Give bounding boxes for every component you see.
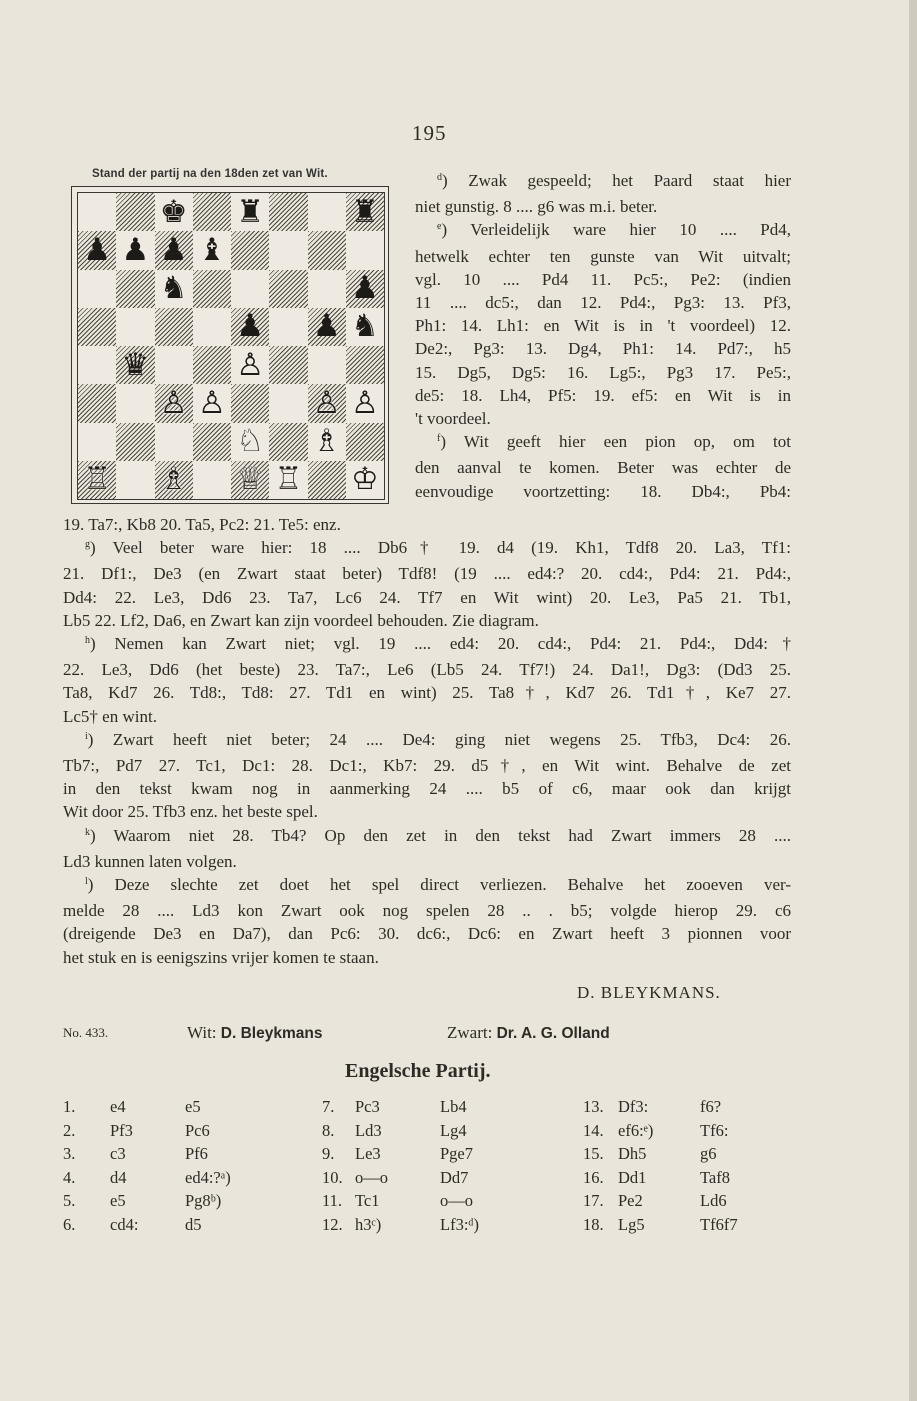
black-pawn-icon: ♟ (236, 308, 265, 345)
square-a2 (78, 423, 116, 461)
white-rook-icon: ♖ (274, 461, 303, 498)
annotation-text: Wit door 25. Tfb3 enz. het beste spel. (63, 802, 318, 822)
square-f7 (269, 231, 307, 269)
square-e2 (231, 423, 269, 461)
move-number: 17. (583, 1191, 604, 1211)
square-g2 (308, 423, 346, 461)
black-move: Pc6 (185, 1120, 210, 1140)
square-e8 (231, 193, 269, 231)
black-player (447, 1023, 610, 1043)
black-rook-icon: ♜ (236, 193, 265, 230)
annotation-line (63, 850, 791, 873)
square-c2 (155, 423, 193, 461)
white-move: Pe2 (618, 1191, 643, 1211)
square-d5 (193, 308, 231, 346)
square-g6 (308, 270, 346, 308)
move-number: 6. (63, 1215, 76, 1234)
diagram-caption: Stand der partij na den 18den zet van Wit. (92, 168, 328, 180)
annotation-text: 22. Le3, Dd6 (het beste) 23. Ta7:, Le6 (Lb5 24. Tf7!) 24. Da1!, Dg3: (Dd3 25. (63, 660, 791, 680)
move-number: 11. (322, 1191, 343, 1211)
opening-title: Engelsche Partij. (345, 1060, 491, 1082)
square-h6 (346, 270, 384, 308)
annotation-text: 19. Ta7:, Kb8 20. Ta5, Pc2: 21. Te5: enz. (63, 515, 341, 534)
annotation-text: Zwak gespeeld; het Paard staat hier (468, 171, 791, 190)
annotation-text: Ph1: 14. Lh1: en Wit is in 't voordeel) 12. (415, 316, 791, 336)
black-knight-icon: ♞ (159, 270, 188, 307)
white-bishop-icon: ♗ (312, 423, 341, 460)
square-e4 (231, 346, 269, 384)
square-d6 (193, 270, 231, 308)
move-number: 7. (322, 1097, 335, 1116)
annotation-line (415, 456, 791, 479)
annotation-text: 't voordeel. (415, 409, 491, 429)
annotation-line (63, 922, 791, 945)
annotation-text: vgl. 10 .... Pd4 11. Pc5:, Pe2: (indien (415, 269, 791, 289)
annotation-line (415, 268, 791, 291)
square-e5 (231, 308, 269, 346)
move-number: 9. (322, 1144, 335, 1164)
square-g7 (308, 231, 346, 269)
white-move: cd4: (110, 1215, 139, 1234)
annotation-text: Tb7:, Pd7 27. Tc1, Dc1: 28. Dc1:, Kb7: 29. d5†, en Wit wint. Behalve de zet (63, 756, 791, 776)
white-move: Le3 (355, 1144, 381, 1164)
square-a3 (78, 384, 116, 422)
annotation-text: het stuk en is eenigszins vrijer komen te staan. (63, 947, 379, 967)
white-move: e4 (110, 1097, 126, 1116)
footnote-paren: ) (441, 220, 471, 240)
footnote-paren: ) (87, 875, 115, 895)
annotation-text: Deze slechte zet doet het spel direct verliezen. Behalve het zooeven ver- (114, 875, 791, 895)
black-pawn-icon: ♟ (350, 270, 379, 307)
black-move: d5 (185, 1215, 202, 1234)
white-player (187, 1023, 322, 1043)
footnote-marker: k (85, 826, 90, 838)
square-h8 (346, 193, 384, 231)
annotation-line (415, 314, 791, 337)
white-rook-icon: ♖ (83, 461, 112, 498)
square-c6 (155, 270, 193, 308)
black-move: Pge7 (440, 1144, 473, 1164)
move-number: 18. (583, 1215, 604, 1234)
black-move: f6? (700, 1097, 722, 1116)
footnote-marker: h (85, 635, 90, 647)
annotation-line (63, 873, 791, 899)
footnote-marker: i (85, 730, 88, 742)
square-d3 (193, 384, 231, 422)
white-move: Pf3 (110, 1120, 133, 1140)
annotations-beside-diagram (415, 169, 791, 503)
author-signature: D. BLEYKMANS. (577, 983, 721, 1002)
black-move: g6 (700, 1144, 717, 1164)
white-pawn-icon: ♙ (159, 384, 188, 421)
square-f4 (269, 346, 307, 384)
chess-board (77, 192, 385, 500)
annotation-line (415, 430, 791, 456)
black-pawn-icon: ♟ (312, 308, 341, 345)
annotation-line (415, 245, 791, 268)
annotation-line (63, 705, 791, 728)
square-g1 (308, 461, 346, 499)
square-f3 (269, 384, 307, 422)
move-number: 8. (322, 1120, 335, 1140)
square-d1 (193, 461, 231, 499)
square-b6 (116, 270, 154, 308)
white-queen-icon: ♕ (236, 461, 265, 498)
square-f1 (269, 461, 307, 499)
black-player-name: Dr. A. G. Olland (496, 1025, 610, 1042)
square-c1 (155, 461, 193, 499)
black-rook-icon: ♜ (350, 193, 379, 230)
annotation-line (63, 562, 791, 585)
footnote-marker: g (85, 539, 90, 551)
annotation-text: 21. Df1:, De3 (en Zwart staat beter) Tdf8! (19 .... ed4:? 20. cd4:, Pd4: 21. Pd4:, (63, 564, 791, 584)
annotation-line (63, 632, 791, 658)
annotation-text: Ta8, Kd7 26. Td8:, Td8: 27. Td1 en wint) 25. Ta8†, Kd7 26. Td1†, Ke7 27. (63, 683, 791, 703)
move-number: 12. (322, 1215, 343, 1234)
annotation-text: melde 28 .... Ld3 kon Zwart ook nog spelen 28 .. . b5; volgde hierop 29. c6 (63, 901, 791, 921)
page-number: 195 (412, 121, 447, 145)
square-h1 (346, 461, 384, 499)
black-move: Lb4 (440, 1097, 467, 1116)
white-move: Ld3 (355, 1120, 382, 1140)
square-c7 (155, 231, 193, 269)
annotation-text: 11 .... dc5:, dan 12. Pd4:, Pg3: 13. Pf3, (415, 293, 791, 313)
square-b7 (116, 231, 154, 269)
annotation-line (63, 658, 791, 681)
annotation-text: 15. Dg5, Dg5: 16. Lg5:, Pg3 17. Pe5:, (415, 362, 791, 382)
square-g5 (308, 308, 346, 346)
annotation-text: in den tekst kwam nog in aanmerking 24 .... b5 of c6, maar ook dan krijgt (63, 779, 791, 799)
white-move: c3 (110, 1144, 126, 1164)
square-b5 (116, 308, 154, 346)
annotation-text: hetwelk echter ten gunste van Wit uitvalt; (415, 246, 791, 266)
square-b1 (116, 461, 154, 499)
white-move: Lg5 (618, 1215, 645, 1234)
black-bishop-icon: ♝ (197, 231, 226, 268)
square-b8 (116, 193, 154, 231)
move-number: 15. (583, 1144, 604, 1164)
move-number: 4. (63, 1167, 76, 1187)
annotation-line (415, 169, 791, 195)
square-g4 (308, 346, 346, 384)
black-move: Pg8ᵇ) (185, 1191, 222, 1211)
annotation-text: (dreigende De3 en Da7), dan Pc6: 30. dc6:, Dc6: en Zwart heeft 3 pionnen voor (63, 924, 791, 944)
white-pawn-icon: ♙ (197, 384, 226, 421)
annotation-text: Lc5† en wint. (63, 706, 157, 726)
game-number: No. 433. (63, 1025, 109, 1040)
move-number: 16. (583, 1167, 604, 1187)
square-a4 (78, 346, 116, 384)
move-number: 13. (583, 1097, 604, 1116)
white-move: d4 (110, 1167, 127, 1187)
annotation-text: Lb5 22. Lf2, Da6, en Zwart kan zijn voordeel behouden. Zie diagram. (63, 610, 539, 630)
white-move: Pc3 (355, 1097, 380, 1116)
black-pawn-icon: ♟ (83, 231, 112, 268)
white-move: Tc1 (355, 1191, 380, 1211)
black-label: Zwart: (447, 1023, 493, 1042)
annotation-line (63, 800, 791, 823)
annotation-line (63, 586, 791, 609)
square-b4 (116, 346, 154, 384)
annotation-line (63, 754, 791, 777)
white-move: ef6:ᵉ) (618, 1120, 654, 1140)
square-f2 (269, 423, 307, 461)
black-move: Pf6 (185, 1144, 208, 1164)
square-h2 (346, 423, 384, 461)
annotation-text: Veel beter ware hier: 18 .... Db6† 19. d4 (19. Kh1, Tdf8 20. La3, Tf1: (112, 538, 791, 558)
square-c8 (155, 193, 193, 231)
move-number: 2. (63, 1120, 76, 1140)
annotation-text: De2:, Pg3: 13. Dg4, Ph1: 14. Pd7:, h5 (415, 339, 791, 359)
footnote-paren: ) (90, 825, 114, 845)
square-h7 (346, 231, 384, 269)
chess-diagram (71, 186, 389, 504)
square-d4 (193, 346, 231, 384)
black-move: ed4:?ᵃ) (185, 1167, 231, 1187)
black-king-icon: ♚ (159, 193, 188, 230)
black-move: Lf3:ᵈ) (440, 1215, 480, 1234)
annotation-text: Waarom niet 28. Tb4? Op den zet in den tekst had Zwart immers 28 .... (113, 825, 792, 845)
annotation-text: de5: 18. Lh4, Pf5: 19. ef5: en Wit is in (415, 385, 791, 405)
square-d8 (193, 193, 231, 231)
annotation-line (415, 480, 791, 503)
square-c3 (155, 384, 193, 422)
footnote-paren: ) (90, 634, 115, 654)
white-move: e5 (110, 1191, 126, 1211)
square-b3 (116, 384, 154, 422)
square-a8 (78, 193, 116, 231)
white-label: Wit: (187, 1023, 217, 1042)
annotation-line (415, 195, 791, 218)
white-knight-icon: ♘ (236, 423, 265, 460)
square-f8 (269, 193, 307, 231)
white-player-name: D. Bleykmans (220, 1025, 323, 1042)
black-move: Tf6f7 (700, 1215, 738, 1234)
square-e3 (231, 384, 269, 422)
black-move: Tf6: (700, 1120, 729, 1140)
white-move: Dd1 (618, 1167, 647, 1187)
page-edge (909, 0, 917, 1401)
black-move: Dd7 (440, 1167, 469, 1187)
annotation-line (415, 337, 791, 360)
square-c4 (155, 346, 193, 384)
footnote-paren: ) (87, 729, 113, 749)
square-h5 (346, 308, 384, 346)
footnote-marker: d (437, 172, 442, 183)
annotation-line (415, 407, 791, 430)
white-bishop-icon: ♗ (159, 461, 188, 498)
annotation-line (63, 777, 791, 800)
footnote-marker: l (85, 876, 88, 888)
square-a7 (78, 231, 116, 269)
annotation-text: Ld3 kunnen laten volgen. (63, 851, 237, 871)
annotation-line (63, 609, 791, 632)
square-a1 (78, 461, 116, 499)
move-number: 3. (63, 1144, 76, 1164)
black-queen-icon: ♛ (121, 346, 150, 383)
annotation-line (63, 824, 791, 850)
annotation-text: Wit geeft hier een pion op, om tot (463, 432, 791, 452)
square-f6 (269, 270, 307, 308)
black-move: o—o (440, 1191, 473, 1211)
white-move: h3ᶜ) (355, 1215, 382, 1234)
black-move: Lg4 (440, 1120, 467, 1140)
annotation-line (63, 681, 791, 704)
annotation-text: Nemen kan Zwart niet; vgl. 19 .... ed4: 20. cd4:, Pd4: 21. Pd4:, Dd4:† (114, 634, 791, 654)
black-knight-icon: ♞ (350, 308, 379, 345)
annotation-line (415, 291, 791, 314)
white-move: Df3: (618, 1097, 649, 1116)
annotations-full-width (63, 513, 791, 969)
black-pawn-icon: ♟ (121, 231, 150, 268)
white-pawn-icon: ♙ (236, 346, 265, 383)
move-number: 5. (63, 1191, 76, 1211)
square-g8 (308, 193, 346, 231)
white-move: o—o (355, 1167, 388, 1187)
footnote-marker: e (437, 221, 442, 233)
annotation-text: den aanval te komen. Beter was echter de (415, 458, 791, 478)
black-move: Ld6 (700, 1191, 727, 1211)
square-b2 (116, 423, 154, 461)
move-number: 1. (63, 1097, 76, 1116)
white-king-icon: ♔ (350, 461, 379, 498)
annotation-line (415, 218, 791, 244)
annotation-text: Dd4: 22. Le3, Dd6 23. Ta7, Lc6 24. Tf7 en Wit wint) 20. Le3, Pa5 21. Tb1, (63, 587, 791, 607)
annotation-text: Zwart heeft niet beter; 24 .... De4: ging niet wegens 25. Tfb3, Dc4: 26. (112, 729, 791, 749)
annotation-text: eenvoudige voortzetting: 18. Db4:, Pb4: (415, 481, 791, 501)
square-d2 (193, 423, 231, 461)
square-e1 (231, 461, 269, 499)
black-move: e5 (185, 1097, 201, 1116)
square-c5 (155, 308, 193, 346)
square-a5 (78, 308, 116, 346)
white-pawn-icon: ♙ (312, 384, 341, 421)
annotation-line (63, 946, 791, 969)
square-h3 (346, 384, 384, 422)
annotation-text: Verleidelijk ware hier 10 .... Pd4, (470, 220, 791, 240)
annotation-line (63, 899, 791, 922)
square-e7 (231, 231, 269, 269)
square-g3 (308, 384, 346, 422)
footnote-paren: ) (90, 538, 113, 558)
black-move: Taf8 (700, 1167, 730, 1187)
annotation-line (415, 361, 791, 384)
footnote-paren: ) (440, 432, 464, 452)
square-e6 (231, 270, 269, 308)
square-f5 (269, 308, 307, 346)
move-number: 10. (322, 1167, 343, 1187)
square-d7 (193, 231, 231, 269)
annotation-text: niet gunstig. 8 .... g6 was m.i. beter. (415, 197, 658, 217)
square-a6 (78, 270, 116, 308)
black-pawn-icon: ♟ (159, 231, 188, 268)
square-h4 (346, 346, 384, 384)
annotation-line (63, 513, 791, 536)
white-move: Dh5 (618, 1144, 647, 1164)
annotation-line (415, 384, 791, 407)
footnote-marker: f (437, 433, 441, 445)
annotation-line (63, 728, 791, 754)
annotation-line (63, 536, 791, 562)
footnote-paren: ) (442, 171, 469, 190)
white-pawn-icon: ♙ (350, 384, 379, 421)
move-number: 14. (583, 1120, 604, 1140)
